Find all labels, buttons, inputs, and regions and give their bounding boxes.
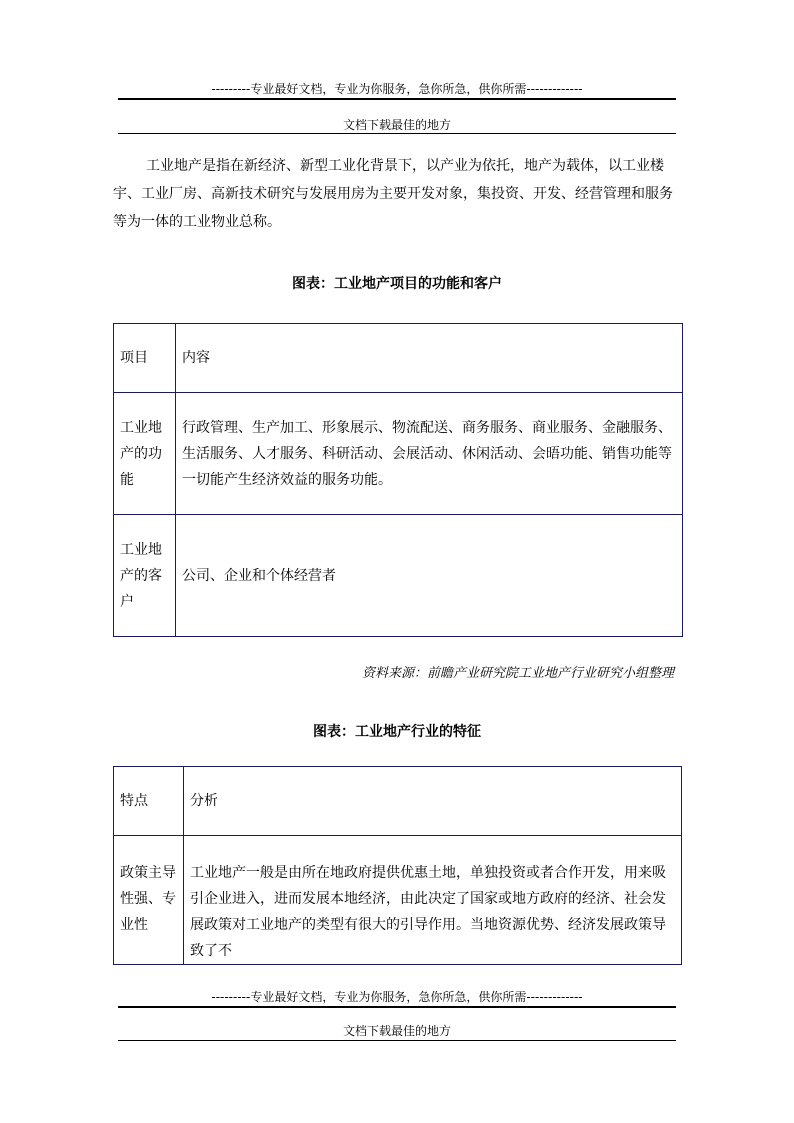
table-header-row [114, 324, 683, 393]
footer-rule-thick [118, 1006, 676, 1008]
header-rule-thin [118, 133, 676, 134]
header-cell-content: 内容 [176, 324, 683, 393]
header-cell-item: 项目 [114, 324, 176, 393]
table2-clip [113, 766, 683, 959]
row-content: 公司、企业和个体经营者 [176, 515, 683, 637]
features-table [113, 766, 682, 965]
header-subtitle: 文档下载最佳的地方 [342, 118, 451, 132]
row-label: 工业地产的功能 [114, 393, 176, 515]
footer-subtitle: 文档下载最佳的地方 [342, 1024, 451, 1038]
footer-slogan: ---------专业最好文档，专业为你服务，急你所急，供你所需------------- [211, 990, 583, 1004]
row-label: 政策主导性强、专业性 [114, 836, 184, 965]
table-row [114, 515, 683, 637]
header-cell-feature: 特点 [114, 767, 184, 836]
table-header-row [114, 767, 682, 836]
table-row [114, 393, 683, 515]
table2-title: 图表：工业地产行业的特征 [313, 724, 481, 740]
header-slogan: ---------专业最好文档，专业为你服务，急你所急，供你所需------------- [211, 82, 583, 96]
table1-source: 资料来源：前瞻产业研究院工业地产行业研究小组整理 [361, 666, 674, 681]
row-label: 工业地产的客户 [114, 515, 176, 637]
intro-paragraph: 工业地产是指在新经济、新型工业化背景下，以产业为依托，地产为载体，以工业楼宇、工业厂房、高新技术研究与发展用房为主要开发对象，集投资、开发、经营管理和服务等为一体的工业物业总称。 [113, 158, 673, 230]
header-cell-analysis: 分析 [184, 767, 682, 836]
row-content: 工业地产一般是由所在地政府提供优惠土地，单独投资或者合作开发，用来吸引企业进入，进而发展本地经济，由此决定了国家或地方政府的经济、社会发展政策对工业地产的类型有很大的引导作用。当地资源优势、经济发展政策导致了不 [184, 836, 682, 965]
header-rule-thick [118, 98, 676, 100]
row-content: 行政管理、生产加工、形象展示、物流配送、商务服务、商业服务、金融服务、生活服务、人才服务、科研活动、会展活动、休闲活动、会晤功能、销售功能等一切能产生经济效益的服务功能。 [176, 393, 683, 515]
table1-title: 图表：工业地产项目的功能和客户 [292, 276, 502, 292]
footer-rule-thin [118, 1040, 676, 1041]
functions-clients-table [113, 323, 683, 637]
table-row [114, 836, 682, 965]
